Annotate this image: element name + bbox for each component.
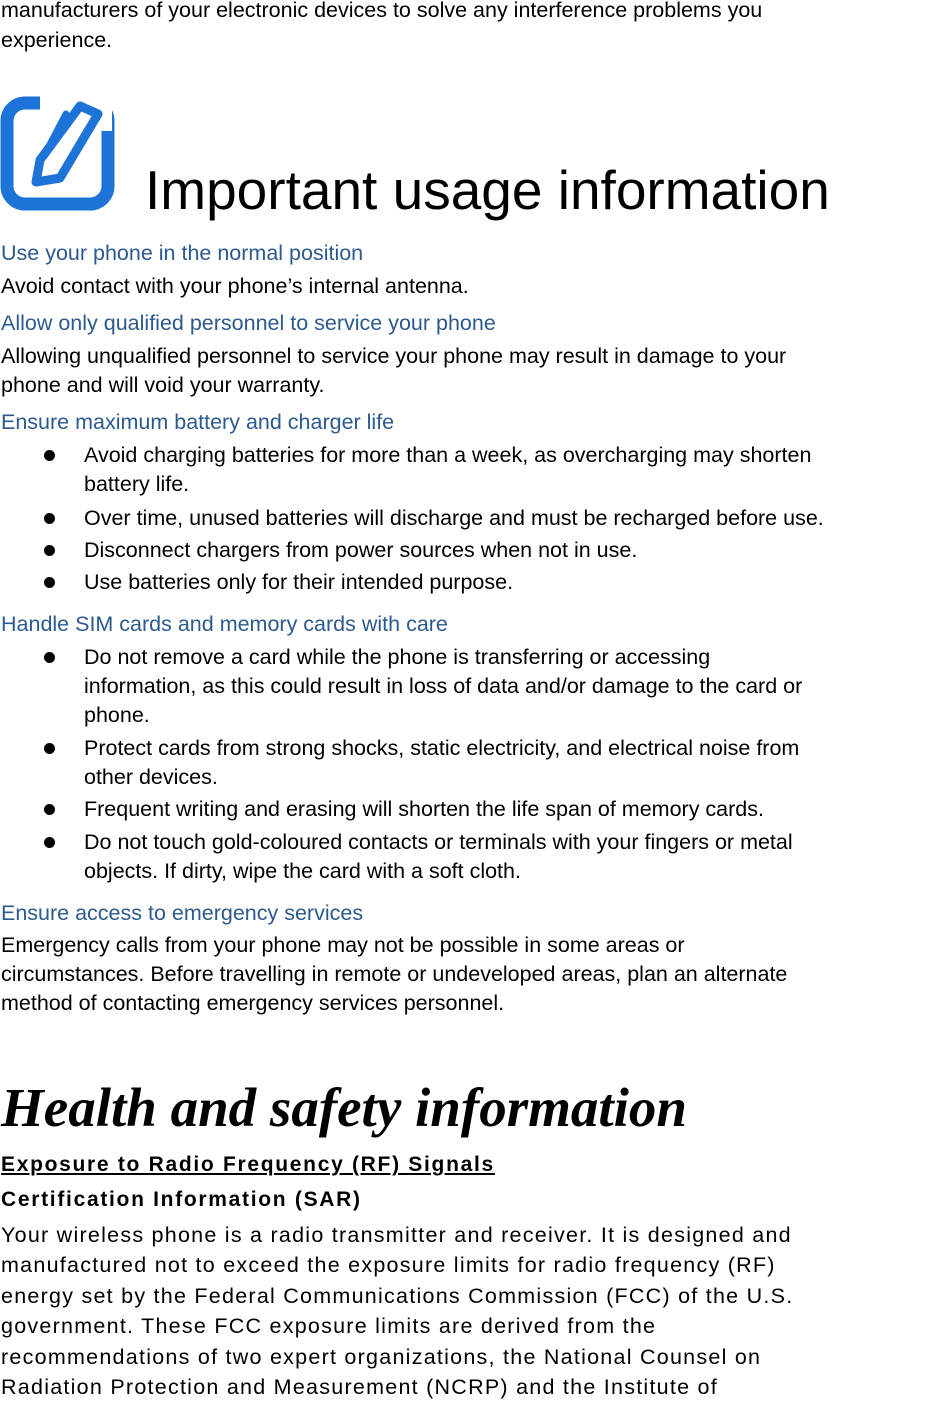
subheading-emergency: Ensure access to emergency services [1, 901, 364, 925]
bullet-dot [44, 837, 55, 848]
bullet-text: Do not touch gold-coloured contacts or terminals with your fingers or metal [84, 830, 793, 854]
bullet-text: Frequent writing and erasing will shorten the life span of memory cards. [84, 797, 764, 821]
bullet-text: battery life. [84, 472, 190, 496]
section-title-health: Health and safety information [1, 1077, 688, 1138]
bullet-text: Over time, unused batteries will discharge and must be recharged before use. [84, 506, 824, 530]
body-text: Your wireless phone is a radio transmitter and receiver. It is designed and [1, 1223, 792, 1247]
subheading-service: Allow only qualified personnel to service your phone [1, 311, 496, 335]
bullet-dot [44, 450, 55, 461]
body-text: Radiation Protection and Measurement (NCRP) and the Institute of [1, 1375, 718, 1399]
bullet-dot [44, 545, 55, 556]
subheading-battery: Ensure maximum battery and charger life [1, 410, 395, 434]
bullet-dot [44, 652, 55, 663]
body-text: method of contacting emergency services personnel. [1, 991, 505, 1015]
body-text: phone and will void your warranty. [1, 373, 325, 397]
bullet-dot [44, 577, 55, 588]
subheading-normal-position: Use your phone in the normal position [1, 241, 364, 265]
heading-sar: Certification Information (SAR) [1, 1188, 362, 1211]
bullet-text: other devices. [84, 765, 218, 789]
body-text: recommendations of two expert organizations, the National Counsel on [1, 1345, 762, 1369]
intro-line: manufacturers of your electronic devices to solve any interference problems you [1, 0, 763, 22]
bullet-text: Use batteries only for their intended purpose. [84, 570, 514, 594]
body-text: Allowing unqualified personnel to service your phone may result in damage to your [1, 344, 787, 368]
section-title-important: Important usage information [145, 159, 830, 221]
heading-rf-exposure: Exposure to Radio Frequency (RF) Signals [1, 1153, 495, 1176]
bullet-text: objects. If dirty, wipe the card with a soft cloth. [84, 859, 521, 883]
intro-line: experience. [1, 28, 113, 52]
bullet-dot [44, 743, 55, 754]
bullet-text: phone. [84, 703, 150, 727]
body-text: manufactured not to exceed the exposure limits for radio frequency (RF) [1, 1253, 776, 1277]
body-text: government. These FCC exposure limits are derived from the [1, 1314, 657, 1338]
pen-note-icon [0, 96, 115, 211]
bullet-dot [44, 513, 55, 524]
bullet-text: Protect cards from strong shocks, static electricity, and electrical noise from [84, 736, 800, 760]
bullet-text: Do not remove a card while the phone is transferring or accessing [84, 645, 711, 669]
bullet-text: information, as this could result in loss of data and/or damage to the card or [84, 674, 803, 698]
subheading-cards: Handle SIM cards and memory cards with care [1, 612, 448, 636]
bullet-text: Disconnect chargers from power sources when not in use. [84, 538, 638, 562]
body-text: circumstances. Before travelling in remote or undeveloped areas, plan an alternate [1, 962, 788, 986]
bullet-dot [44, 804, 55, 815]
body-text: Avoid contact with your phone’s internal antenna. [1, 274, 469, 298]
body-text: Emergency calls from your phone may not be possible in some areas or [1, 933, 685, 957]
bullet-text: Avoid charging batteries for more than a week, as overcharging may shorten [84, 443, 812, 467]
body-text: energy set by the Federal Communications Commission (FCC) of the U.S. [1, 1284, 794, 1308]
